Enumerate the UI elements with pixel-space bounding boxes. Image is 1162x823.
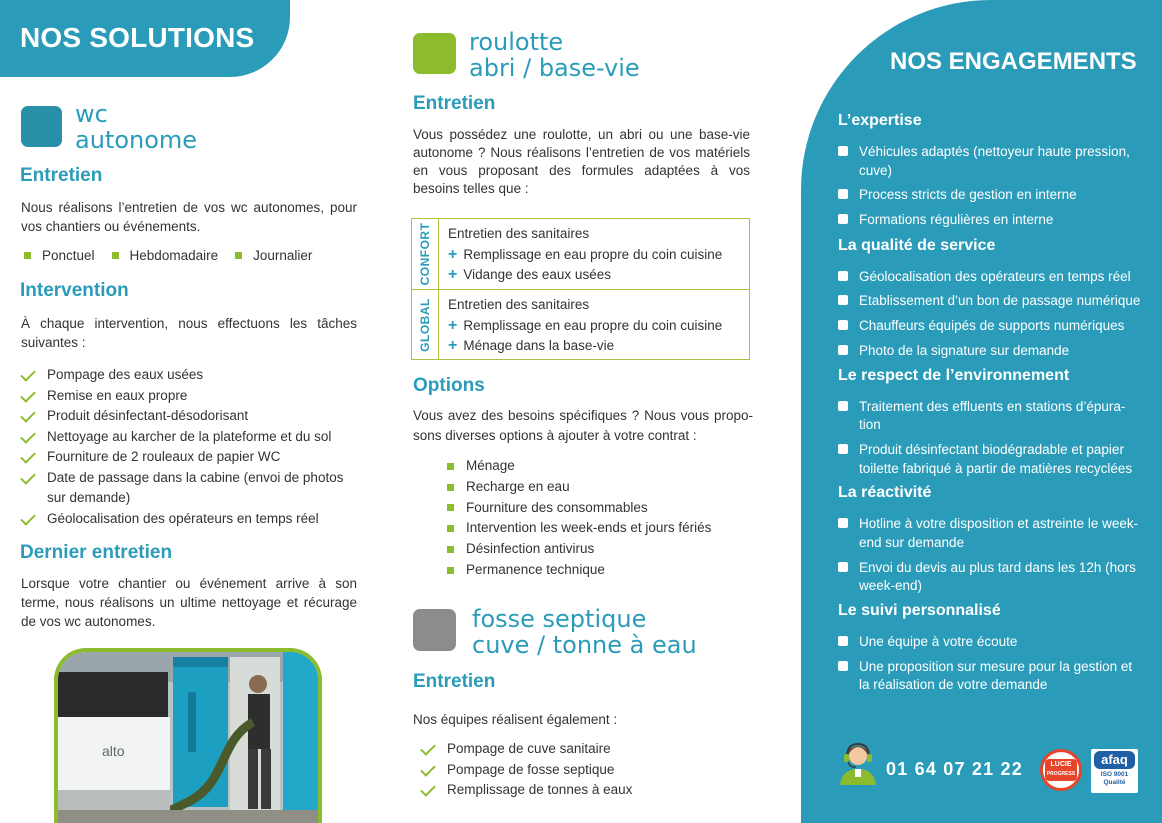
checkbox-icon <box>838 320 848 330</box>
section-title-line2: abri / base-vie <box>469 54 640 82</box>
checkbox-icon <box>838 146 848 156</box>
group-item: Chauffeurs équipés de supports numériques <box>838 317 1144 336</box>
page-title: NOS SOLUTIONS <box>20 22 255 53</box>
check-item: Pompage de cuve sanitaire <box>421 739 751 760</box>
group-qualite <box>838 237 1144 361</box>
group-expertise <box>838 112 1144 230</box>
phone-number[interactable]: 01 64 07 21 22 <box>886 759 1023 779</box>
checkbox-icon <box>838 189 848 199</box>
plus-icon: + <box>448 266 458 283</box>
lucie-progress-badge <box>1040 749 1082 791</box>
section-title-line1: roulotte <box>469 28 564 56</box>
check-icon <box>20 407 36 423</box>
check-item: Nettoyage au karcher de la plateforme et du sol <box>21 427 361 448</box>
afaq-iso-text: ISO 9001 Qualité <box>1100 771 1129 786</box>
frequency-list <box>24 248 312 263</box>
formula-lines <box>448 295 722 357</box>
bullet-icon <box>447 546 454 553</box>
section-title-line1: wc <box>75 100 108 128</box>
bullet-icon <box>447 567 454 574</box>
formula-label: CONFORT <box>418 222 432 286</box>
group-list <box>838 515 1144 595</box>
options-heading: Options <box>413 375 485 396</box>
check-item: Fourniture de 2 rouleaux de papier WC <box>21 447 361 468</box>
group-reactivite <box>838 484 1144 595</box>
group-list <box>838 398 1144 478</box>
group-heading: L’expertise <box>838 112 922 129</box>
formula-row-confort <box>412 219 749 289</box>
check-icon <box>20 387 36 403</box>
formula-base: Entretien des sanitaires <box>448 297 590 312</box>
group-item: Etablissement d’un bon de passage numérique <box>838 292 1144 311</box>
group-heading: La qualité de service <box>838 236 996 254</box>
section-title-line1: fosse septique <box>472 605 647 633</box>
checkbox-icon <box>838 562 848 572</box>
intervention-text: À chaque intervention, nous effectuons les tâches suivantes : <box>21 316 357 350</box>
frequency-label: Journalier <box>253 248 313 263</box>
frequency-label: Hebdomadaire <box>129 248 219 263</box>
roulotte-entretien-heading: Entretien <box>413 93 496 114</box>
check-icon <box>20 448 36 464</box>
formula-extra: + Remplissage en eau propre du coin cuisine <box>448 316 723 334</box>
checkbox-icon <box>838 661 848 671</box>
group-item: Formations régulières en interne <box>838 211 1144 230</box>
bullet-icon <box>447 463 454 470</box>
check-icon <box>20 510 36 526</box>
section-title-line2: cuve / tonne à eau <box>472 631 697 659</box>
fosse-checklist <box>421 739 751 801</box>
engagements-title: NOS ENGAGEMENTS <box>890 48 1137 75</box>
check-icon <box>20 428 36 444</box>
option-item: Désinfection antivirus <box>447 539 711 560</box>
checkbox-icon <box>838 295 848 305</box>
formula-lines <box>448 224 722 286</box>
check-icon <box>420 740 436 756</box>
bullet-icon <box>447 484 454 491</box>
checkbox-icon <box>838 444 848 454</box>
group-item: Produit désinfectant biodégradable et papier toilette fabriqué à partir de matières recyclées <box>838 441 1144 478</box>
frequency-item <box>24 248 95 263</box>
group-list <box>838 143 1144 230</box>
formula-base: Entretien des sanitaires <box>448 226 590 241</box>
check-item: Pompage des eaux usées <box>21 365 361 386</box>
section-title-fosse <box>472 606 697 658</box>
check-item: Produit désinfectant-désodorisant <box>21 406 361 427</box>
formula-extra: + Ménage dans la base-vie <box>448 337 615 354</box>
group-item: Hotline à votre disposition et astreinte le week-end sur demande <box>838 515 1144 552</box>
frequency-item <box>235 248 312 263</box>
fosse-entretien-text: Nos équipes réalisent également : <box>413 712 618 727</box>
bullet-icon <box>24 252 31 259</box>
plus-icon: + <box>448 245 458 263</box>
option-item: Recharge en eau <box>447 477 711 498</box>
group-item: Traitement des effluents en stations d’épura-tion <box>838 398 1144 435</box>
engagements-groups <box>838 112 1144 701</box>
bullet-icon <box>235 252 242 259</box>
fosse-square-icon <box>413 609 456 651</box>
formula-label: GLOBAL <box>418 297 432 352</box>
checkbox-icon <box>838 271 848 281</box>
entretien-text: Nous réalisons l’entretien de vos wc autonomes, pour vos chantiers ou événements. <box>21 200 357 234</box>
formula-label-cell <box>412 219 439 289</box>
group-suivi <box>838 602 1144 695</box>
check-item: Pompage de fosse septique <box>421 760 751 781</box>
option-item: Intervention les week-ends et jours fériés <box>447 518 711 539</box>
check-icon <box>420 781 436 797</box>
plus-icon: + <box>448 337 458 354</box>
option-item: Ménage <box>447 456 711 477</box>
option-item: Permanence technique <box>447 560 711 581</box>
dernier-entretien-text: Lorsque votre chantier ou événement arrive à son terme, nous réalisons un ultime nettoyage et récurage de vos wc autonomes. <box>21 576 357 629</box>
headset-agent-icon <box>836 741 880 785</box>
group-item: Photo de la signature sur demande <box>838 342 1144 361</box>
bullet-icon <box>112 252 119 259</box>
group-item: Une proposition sur mesure pour la gestion et la réalisation de votre demande <box>838 658 1144 695</box>
group-heading: Le respect de l’environnement <box>838 366 1070 384</box>
check-item: Remise en eaux propre <box>21 386 361 407</box>
fosse-entretien-heading: Entretien <box>413 671 496 692</box>
formula-table <box>411 218 750 360</box>
truck-brand-text: alto <box>102 743 125 759</box>
formula-extra: + Remplissage en eau propre du coin cuisine <box>448 245 723 263</box>
formula-extra: + Vidange des eaux usées <box>448 266 611 283</box>
checkbox-icon <box>838 401 848 411</box>
roulotte-square-icon <box>413 33 456 74</box>
title-band <box>0 0 290 77</box>
formula-label-cell <box>412 290 439 359</box>
dernier-entretien-heading: Dernier entretien <box>20 542 173 563</box>
group-item: Envoi du devis au plus tard dans les 12h (hors week-end) <box>838 559 1144 596</box>
bullet-icon <box>447 504 454 511</box>
group-heading: Le suivi personnalisé <box>838 601 1001 619</box>
bullet-icon <box>447 525 454 532</box>
intervention-heading: Intervention <box>20 280 129 301</box>
formula-row-global <box>412 289 749 359</box>
options-list <box>447 456 711 581</box>
intervention-checklist <box>21 365 361 529</box>
checkbox-icon <box>838 636 848 646</box>
section-title-roulotte <box>469 29 640 81</box>
check-icon <box>420 761 436 777</box>
checkbox-icon <box>838 518 848 528</box>
check-item: Date de passage dans la cabine (envoi de photos sur demande) <box>21 468 361 509</box>
option-item: Fourniture des consommables <box>447 498 711 519</box>
check-icon <box>20 366 36 382</box>
check-icon <box>20 469 36 485</box>
check-item: Remplissage de tonnes à eaux <box>421 780 751 801</box>
wc-square-icon <box>21 106 62 147</box>
group-item: Une équipe à votre écoute <box>838 633 1144 652</box>
plus-icon: + <box>448 316 458 334</box>
group-item: Process stricts de gestion en interne <box>838 186 1144 205</box>
frequency-label: Ponctuel <box>42 248 95 263</box>
section-title-wc <box>75 101 197 153</box>
check-item: Géolocalisation des opérateurs en temps réel <box>21 509 361 530</box>
entretien-heading: Entretien <box>20 165 103 186</box>
options-text: Vous avez des besoins spécifiques ? Nous vous propo-sons diverses options à ajouter à votre contrat : <box>413 408 753 443</box>
group-list <box>838 268 1144 361</box>
checkbox-icon <box>838 214 848 224</box>
afaq-logo: afaq <box>1094 751 1135 769</box>
photo-illustration <box>58 652 322 823</box>
frequency-item <box>112 248 219 263</box>
group-item: Véhicules adaptés (nettoyeur haute pression, cuve) <box>838 143 1144 180</box>
roulotte-entretien-text: Vous possédez une roulotte, un abri ou une base-vie autonome ? Nous réalisons l’entretien de vos matériels en vous proposant des formules adaptées à vos besoins telles que : <box>413 127 750 196</box>
lucie-badge-text: LUCIE PROGRESS <box>1045 759 1077 781</box>
photo-operator-truck <box>54 648 322 823</box>
afaq-iso-badge <box>1091 749 1138 793</box>
group-list <box>838 633 1144 695</box>
group-environnement <box>838 367 1144 478</box>
group-heading: La réactivité <box>838 484 932 502</box>
group-item: Géolocalisation des opérateurs en temps réel <box>838 268 1144 287</box>
section-title-line2: autonome <box>75 126 198 154</box>
checkbox-icon <box>838 345 848 355</box>
